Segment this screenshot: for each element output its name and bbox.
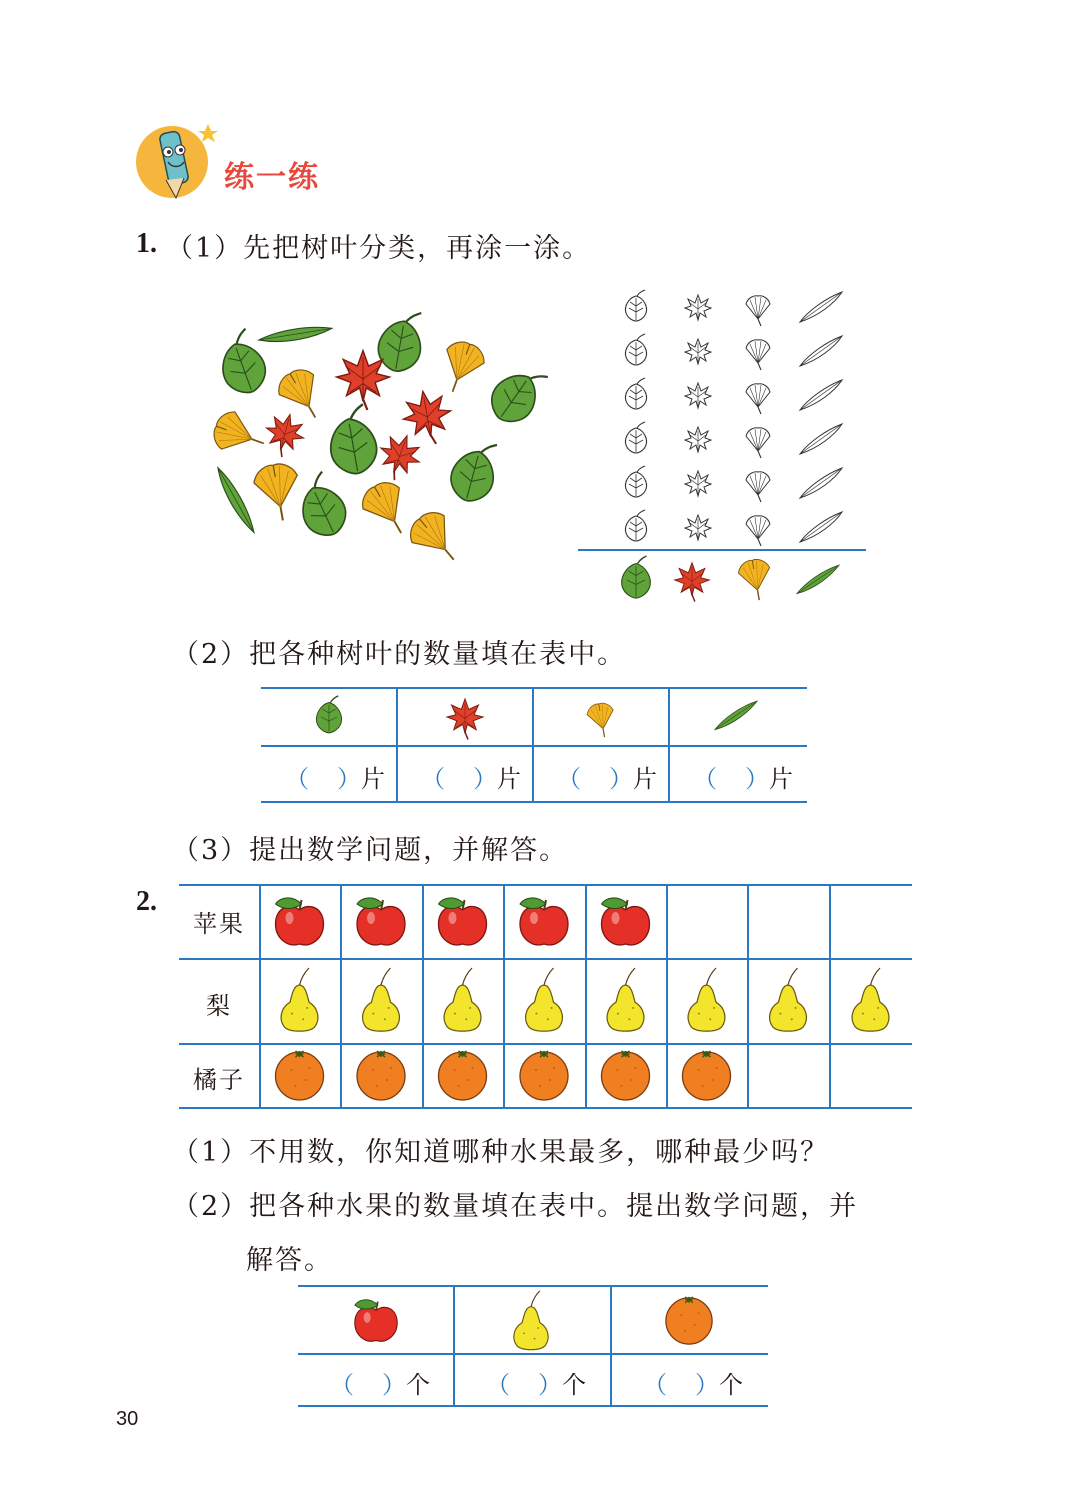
outline-ginkgo-leaf-icon[interactable] [746,340,770,370]
outline-willow-leaf-icon[interactable] [800,512,842,542]
apple-icon [357,898,405,945]
question-2-part-2-line-1: （2）把各种水果的数量填在表中。提出数学问题，并 [172,1191,859,1222]
outline-column-maple-leaf [685,295,711,540]
green-round-leaf-icon [622,556,651,598]
pear-icon [607,968,644,1031]
outline-column-ginkgo-leaf [746,296,770,546]
leaf-pile-ginkgo-leaf-icon [434,337,489,398]
outline-round-leaf-icon[interactable] [625,378,646,409]
question-1-number: 1. [136,228,157,259]
row-label-apple: 苹果 [193,910,245,938]
outline-ginkgo-leaf-icon[interactable] [746,472,770,502]
apple-icon [439,898,487,945]
green-willow-leaf-icon [797,565,839,594]
outline-willow-leaf-icon[interactable] [800,336,842,366]
outline-maple-leaf-icon[interactable] [685,295,711,320]
outline-willow-leaf-icon[interactable] [800,380,842,410]
orange-icon [602,1051,650,1100]
green-willow-leaf-icon [711,699,761,733]
leaf-count-cell[interactable]: （ ）片 [421,765,521,793]
leaf-count-cell[interactable]: （ ）片 [557,765,657,793]
outline-ginkgo-leaf-icon[interactable] [746,428,770,458]
outline-ginkgo-leaf-icon[interactable] [746,296,770,326]
outline-willow-leaf-icon[interactable] [800,468,842,498]
apple-icon [602,898,650,945]
question-2-number: 2. [136,886,157,917]
outline-column-willow-leaf [800,292,842,542]
outline-round-leaf-icon[interactable] [625,466,646,497]
outline-round-leaf-icon[interactable] [625,510,646,541]
pear-icon [363,968,400,1031]
leaf-pile-round-leaf-icon [289,469,353,543]
outline-round-leaf-icon[interactable] [625,334,646,365]
pear-icon [281,968,318,1031]
leaf-pile-maple-leaf-icon [337,351,390,410]
outline-maple-leaf-icon[interactable] [685,339,711,364]
orange-icon [520,1051,568,1100]
yellow-ginkgo-leaf-icon [737,557,775,603]
fruit-pictograph-table [179,884,912,1112]
page-number: 30 [116,1408,139,1430]
leaf-pile-willow-leaf-icon [259,302,332,365]
apple-icon [276,898,324,945]
leaf-pile-willow-leaf-icon [213,468,260,533]
leaf-pile-illustration [195,305,565,570]
outline-ginkgo-leaf-icon[interactable] [746,516,770,546]
leaf-pile-round-leaf-icon [446,436,502,506]
outline-maple-leaf-icon[interactable] [685,515,711,540]
question-1-part-3: （3）提出数学问题，并解答。 [172,835,569,866]
outline-maple-leaf-icon[interactable] [685,383,711,408]
leaf-pile-ginkgo-leaf-icon [273,364,333,428]
leaf-coloring-chart [578,282,868,602]
outline-maple-leaf-icon[interactable] [685,471,711,496]
section-title: 练一练 [224,160,320,195]
orange-icon [683,1051,731,1100]
outline-maple-leaf-icon[interactable] [685,427,711,452]
orange-icon [357,1051,405,1100]
outline-round-leaf-icon[interactable] [625,422,646,453]
fruit-count-cell[interactable]: （ ）个 [643,1371,743,1399]
row-label-orange: 橘子 [193,1066,245,1094]
question-2-part-1: （1）不用数，你知道哪种水果最多，哪种最少吗？ [172,1137,830,1168]
fruit-count-cell[interactable]: （ ）个 [486,1371,586,1399]
orange-icon [662,1295,716,1347]
question-1-part-1: （1）先把树叶分类，再涂一涂。 [166,233,592,264]
leaf-pile-ginkgo-leaf-icon [403,505,470,573]
outline-willow-leaf-icon[interactable] [800,424,842,454]
leaf-pile-ginkgo-leaf-icon [251,461,304,524]
red-maple-leaf-icon [445,695,485,739]
leaf-pile-ginkgo-leaf-icon [209,407,270,462]
pear-icon [852,968,889,1031]
outline-willow-leaf-icon[interactable] [800,292,842,322]
outline-column-round-leaf [625,290,646,541]
row-label-pear: 梨 [206,992,232,1020]
fruit-grid [179,884,912,1109]
fruit-count-cell[interactable]: （ ）个 [330,1371,430,1399]
orange-icon [439,1051,487,1100]
question-1-part-2: （2）把各种树叶的数量填在表中。 [172,639,627,670]
pencil-mascot-icon [130,118,230,208]
outline-ginkgo-leaf-icon[interactable] [746,384,770,414]
pear-icon [444,968,481,1031]
question-2-part-2-line-2: 解答。 [246,1245,333,1276]
leaf-pile-ginkgo-leaf-icon [356,476,419,543]
section-header [130,118,350,208]
yellow-ginkgo-leaf-icon [583,697,619,737]
leaf-count-table [261,687,807,805]
leaf-pile-round-leaf-icon [375,307,427,375]
leaf-pile-maple-leaf-icon [260,409,308,461]
pear-icon [688,968,725,1031]
leaf-pile-maple-leaf-icon [399,387,456,449]
green-round-leaf-icon [309,695,349,739]
pear-icon [526,968,563,1031]
leaf-pile-round-leaf-icon [483,356,553,430]
leaf-pile-maple-leaf-icon [372,429,426,486]
red-maple-leaf-icon [675,563,710,602]
fruit-count-table [298,1285,768,1409]
leaf-pile-round-leaf-icon [324,403,381,477]
pear-icon [506,1289,556,1351]
leaf-count-cell[interactable]: （ ）片 [693,765,793,793]
leaf-count-cell[interactable]: （ ）片 [285,765,385,793]
orange-icon [276,1051,324,1100]
apple-icon [348,1295,404,1347]
pear-icon [770,968,807,1031]
apple-icon [520,898,568,945]
outline-round-leaf-icon[interactable] [625,290,646,321]
